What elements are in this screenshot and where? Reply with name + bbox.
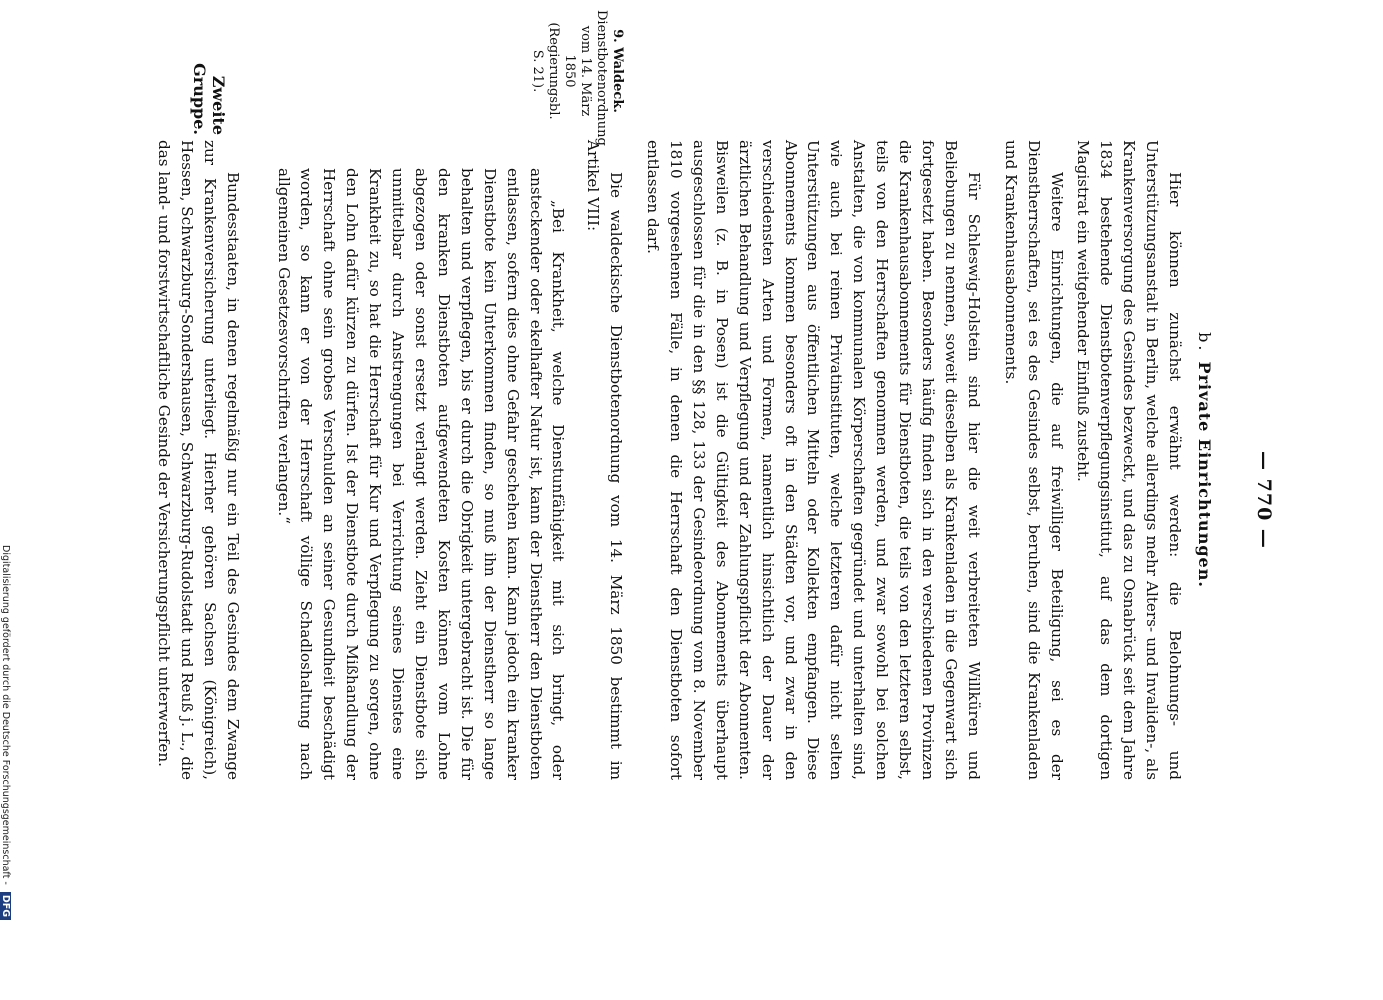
section-title: Private Einrichtungen. xyxy=(1195,361,1214,588)
margin-note-line: S. 21). xyxy=(530,49,545,93)
paragraph-4: Die waldeckische Dienstbotenordnung vom 14. März 1850 bestimmt im Artikel VIII: xyxy=(584,140,626,780)
quoted-article: „Bei Krankheit, welche Dienstunfähigkeit mit sich bringt, oder ansteckender oder ekelhafter Natur ist, kann der Dienstherr den Dienstboten entlassen, sofern dies ohne Gefahr geschehen kann. Kann jedoch ein kranker Dienstbote kein Unterkommen finden, so muß ihn der Dienstherr so lange behalten und verpflegen, bis er durch die Obrigkeit untergebracht ist. Die für den kranken Dienstboten aufgewendeten Kosten können vom Lohne abgezogen oder sonst ersetzt verlangt werden. Zieht ein Dienstbote sich unmittelbar durch Anstrengungen bei Verrichtung seines Dienstes eine Krankheit zu, so hat die Herrschaft für Kur und Verpflegung zu sorgen, ohne den Lohn dafür kürzen zu dürfen. Ist der Dienstbote durch Mißhandlung der Herrschaft ohne sein grobes Verschulden an seiner Gesundheit beschädigt worden, so kann er von der Herrschaft völlige Schadloshaltung nach allgemeinen Gesetzesvorschriften verlangen.“ xyxy=(274,168,568,780)
section-letter: b. xyxy=(1195,332,1214,354)
margin-note-title: 9. Waldeck. xyxy=(610,29,625,113)
margin-note-line: (Regierungsbl. xyxy=(546,22,561,120)
margin-note-line: Dienstbotenordnung xyxy=(594,10,609,146)
paragraph-3: Für Schleswig-Holstein sind hier die weit verbreiteten Willküren und Beliebungen zu nennen, soweit dieselben als Krankenladen in die Gegenwart sich fortgesetzt haben. Besonders häufig finden sich in den verschiedenen Provinzen die Krankenhausabonnements für Dienstboten, die teils von den letzteren selbst, teils von den Herrschaften genommen werden, und zwar sowohl bei solchen Anstalten, die von kommunalen Körperschaften gegründet und unterhalten sind, wie auch bei reinen Privatinstituten, welche letzteren dafür nicht selten Unterstützungen aus öffentlichen Mitteln oder Kollekten empfangen. Diese Abonnements kommen besonders oft in den Städten vor, und zwar in den verschiedensten Arten und Formen, namentlich hinsichtlich der Dauer der ärztlichen Behandlung und Verpflegung und der Zahlungspflicht der Abonnenten. Bisweilen (z. B. in Posen) ist die Gültigkeit des Abonnements überhaupt ausgeschlossen für die in den §§ 128, 133 der Gesindeordnung vom 8. November 1810 vorgesehenen Fälle, in denen die Herrschaft den Dienstboten sofort entlassen darf. xyxy=(644,140,983,780)
section-heading xyxy=(1192,140,1215,780)
credit-text: Digitalisierung gefördert durch die Deutsche Forschungsgemeinschaft - xyxy=(0,545,11,885)
section-b-block xyxy=(152,140,1215,780)
dfg-logo: DFG xyxy=(0,892,11,920)
digitization-credit xyxy=(0,80,11,920)
margin-note-waldeck xyxy=(529,10,625,146)
page-number: — 770 — xyxy=(1253,451,1275,549)
paragraph-1: Hier können zunächst erwähnt werden: die Belohnungs- und Unterstützungsanstalt in Berlin, welche allerdings mehr Alters- und Invaliden-, als Krankenversorgung des Gesindes bezweckt, und das zu Osnabrück seit dem Jahre 1834 bestehende Dienstbotenverpflegungsinstitut, auf das dem dortigen Magistrat ein weitgehender Einfluß zusteht. xyxy=(1074,140,1185,780)
paragraph-6: Bundesstaaten, in denen regelmäßig nur ein Teil des Gesindes dem Zwange zur Krankenversicherung unterliegt. Hierher gehören Sachsen (Königreich), Hessen, Schwarzburg-Sondershausen, Schwarzburg-Rudolstadt und Reuß j. L., die das land- und forstwirtschaftliche Gesinde der Versicherungspflicht unterwerfen. xyxy=(154,140,242,780)
group-label: Zweite Gruppe. xyxy=(190,63,228,135)
paragraph-2: Weitere Einrichtungen, die auf freiwilliger Beteiligung, sei es der Dienstherrschaften, sei es des Gesindes selbst, beruhen, sind die Krankenladen und Krankenhausabonnements. xyxy=(1001,140,1066,780)
margin-note-line: vom 14. März 1850 xyxy=(562,25,593,117)
